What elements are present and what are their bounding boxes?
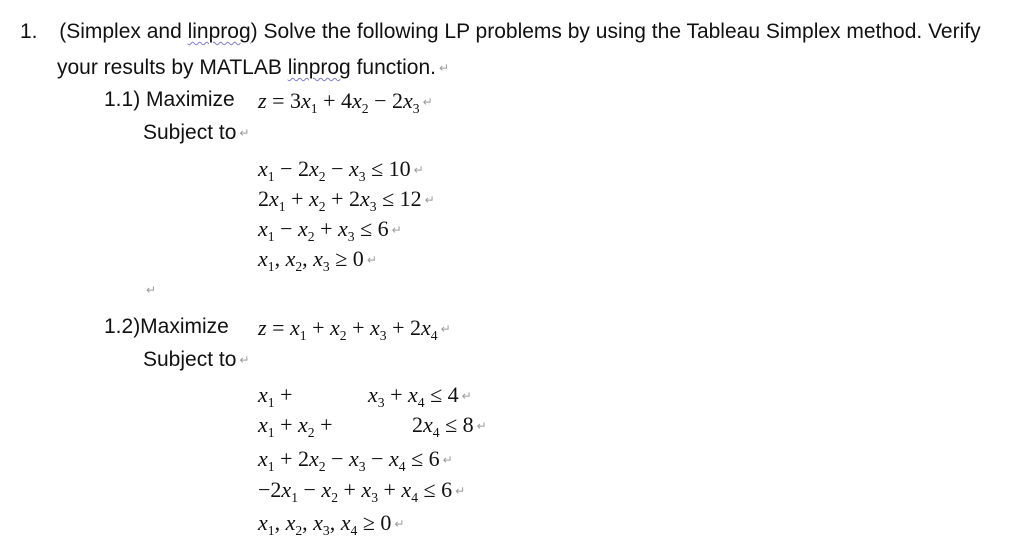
p1-constraint-3: $x_1 - x_2 + x_3 \le 6$ ↵: [258, 216, 402, 244]
keyword-linprog-2: linprog: [287, 56, 351, 79]
p2-label: 1.2)Maximize: [104, 315, 229, 338]
p1-objective: $z = 3x_1 + 4x_2 - 2x_3$ ↵: [258, 88, 433, 116]
paragraph-mark-icon: ↵: [438, 61, 450, 75]
problem-heading: [20, 20, 981, 44]
paragraph-mark-icon: ↵: [239, 126, 250, 140]
p1-subject: Subject to ↵: [143, 121, 250, 144]
paragraph-mark-icon: ↵: [440, 322, 451, 336]
problem-heading-line2: your results by MATLAB linprog function. ↵: [57, 56, 450, 79]
p2-constraint-4: $-2x_1 - x_2 + x_3 + x_4 \le 6$ ↵: [258, 477, 466, 505]
empty-paragraph: [146, 283, 156, 301]
p2-constraint-2b: $2x_4 \le 8$ ↵: [412, 412, 487, 440]
p2-constraint-3: $x_1 + 2x_2 - x_3 - x_4 \le 6$ ↵: [258, 446, 453, 474]
p1-label: 1.1) Maximize: [104, 88, 235, 111]
p2-nonnegativity: $x_1$, $x_2$, $x_3$, $x_4 \ge 0$ ↵: [258, 510, 405, 538]
intro-open: (Simplex and: [59, 20, 188, 43]
paragraph-mark-icon: ↵: [239, 353, 250, 367]
p2-subject: Subject to ↵: [143, 348, 250, 371]
paragraph-mark-icon: ↵: [422, 95, 433, 109]
p1-constraint-1: $x_1 - 2x_2 - x_3 \le 10$ ↵: [258, 156, 424, 184]
paragraph-mark-icon: ↵: [146, 283, 157, 297]
p1-nonnegativity: $x_1$, $x_2$, $x_3 \ge 0$ ↵: [258, 246, 377, 274]
problem-number: 1.: [20, 20, 38, 43]
p1-constraint-2: $2x_1 + x_2 + 2x_3 \le 12$ ↵: [258, 186, 435, 214]
p2-objective: $z = x_1 + x_2 + x_3 + 2x_4$ ↵: [258, 315, 451, 343]
p2-constraint-2a: $x_1 + x_2$ +: [258, 412, 333, 440]
p2-constraint-1b: $x_3 + x_4 \le 4$ ↵: [368, 382, 472, 410]
intro-rest: ) Solve the following LP problems by using the Tableau Simplex method. Verify: [250, 20, 981, 43]
keyword-linprog: linprog: [187, 20, 251, 43]
p2-constraint-1a: $x_1$ +: [258, 382, 293, 410]
